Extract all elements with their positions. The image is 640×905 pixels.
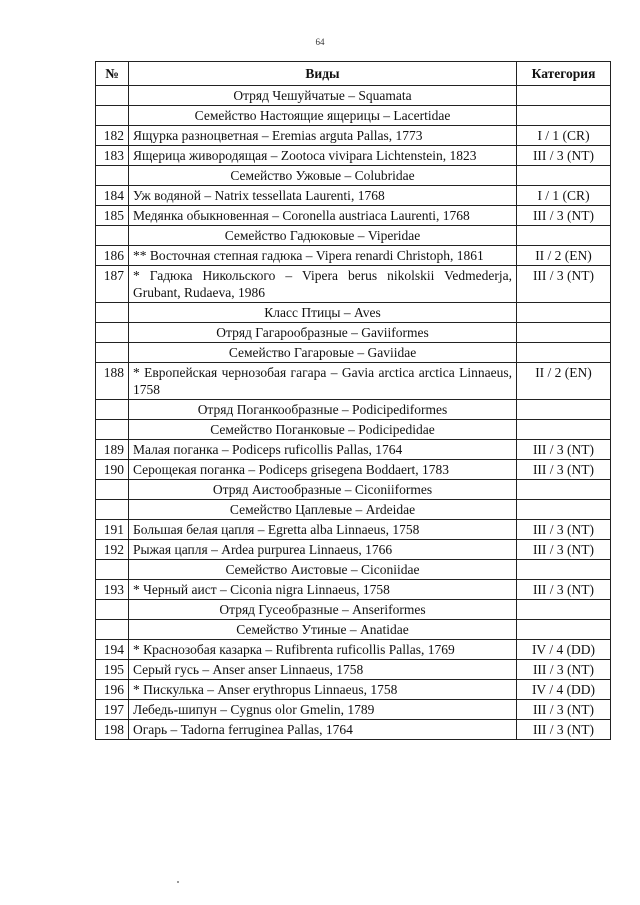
species-number: 198	[96, 720, 129, 740]
species-number: 194	[96, 640, 129, 660]
taxon-group-row	[96, 343, 611, 363]
species-name: Серощекая поганка – Podiceps grisegena Boddaert, 1783	[129, 460, 517, 480]
species-row	[96, 206, 611, 226]
taxon-group-name: Семейство Ужовые – Colubridae	[129, 166, 517, 186]
group-num-cell	[96, 226, 129, 246]
species-row	[96, 266, 611, 303]
species-number: 187	[96, 266, 129, 303]
species-category: I / 1 (CR)	[517, 126, 611, 146]
species-category: III / 3 (NT)	[517, 440, 611, 460]
group-category-cell	[517, 226, 611, 246]
species-number: 185	[96, 206, 129, 226]
species-name: Ящерица живородящая – Zootoca vivipara Lichtenstein, 1823	[129, 146, 517, 166]
header-num: №	[96, 62, 129, 86]
species-name: * Краснозобая казарка – Rufibrenta ruficollis Pallas, 1769	[129, 640, 517, 660]
species-category: I / 1 (CR)	[517, 186, 611, 206]
species-name: Лебедь-шипун – Cygnus olor Gmelin, 1789	[129, 700, 517, 720]
taxon-group-name: Семейство Поганковые – Podicipedidae	[129, 420, 517, 440]
group-category-cell	[517, 620, 611, 640]
group-category-cell	[517, 500, 611, 520]
scan-speck	[177, 881, 179, 883]
species-category: II / 2 (EN)	[517, 246, 611, 266]
species-row	[96, 580, 611, 600]
group-category-cell	[517, 400, 611, 420]
species-row	[96, 700, 611, 720]
species-number: 189	[96, 440, 129, 460]
group-category-cell	[517, 420, 611, 440]
species-name: Рыжая цапля – Ardea purpurea Linnaeus, 1766	[129, 540, 517, 560]
species-row	[96, 540, 611, 560]
species-number: 186	[96, 246, 129, 266]
taxon-group-row	[96, 480, 611, 500]
taxon-group-row	[96, 560, 611, 580]
group-category-cell	[517, 106, 611, 126]
taxon-group-row	[96, 166, 611, 186]
group-category-cell	[517, 343, 611, 363]
species-name: * Европейская чернозобая гагара – Gavia arctica arctica Linnaeus, 1758	[129, 363, 517, 400]
species-row	[96, 720, 611, 740]
group-category-cell	[517, 166, 611, 186]
taxon-group-row	[96, 106, 611, 126]
species-number: 190	[96, 460, 129, 480]
species-name: * Пискулька – Anser erythropus Linnaeus, 1758	[129, 680, 517, 700]
taxon-group-name: Отряд Аистообразные – Ciconiiformes	[129, 480, 517, 500]
species-name: Уж водяной – Natrix tessellata Laurenti, 1768	[129, 186, 517, 206]
species-number: 182	[96, 126, 129, 146]
species-category: III / 3 (NT)	[517, 660, 611, 680]
header-category: Категория	[517, 62, 611, 86]
group-category-cell	[517, 560, 611, 580]
species-number: 197	[96, 700, 129, 720]
taxon-group-name: Семейство Цаплевые – Ardeidae	[129, 500, 517, 520]
taxon-group-row	[96, 323, 611, 343]
page-number: 64	[315, 37, 325, 47]
species-number: 188	[96, 363, 129, 400]
species-category: III / 3 (NT)	[517, 206, 611, 226]
taxon-group-name: Отряд Поганкообразные – Podicipediformes	[129, 400, 517, 420]
species-number: 183	[96, 146, 129, 166]
taxon-group-row	[96, 620, 611, 640]
species-row	[96, 640, 611, 660]
species-number: 193	[96, 580, 129, 600]
taxon-group-name: Семейство Аистовые – Ciconiidae	[129, 560, 517, 580]
group-num-cell	[96, 166, 129, 186]
species-number: 195	[96, 660, 129, 680]
taxon-group-row	[96, 303, 611, 323]
table-body	[96, 86, 611, 740]
group-category-cell	[517, 600, 611, 620]
table-header-row	[96, 62, 611, 86]
group-num-cell	[96, 303, 129, 323]
species-category: IV / 4 (DD)	[517, 680, 611, 700]
taxon-group-name: Семейство Настоящие ящерицы – Lacertidae	[129, 106, 517, 126]
species-category: III / 3 (NT)	[517, 580, 611, 600]
species-name: Медянка обыкновенная – Coronella austriaca Laurenti, 1768	[129, 206, 517, 226]
species-row	[96, 660, 611, 680]
species-name: Серый гусь – Anser anser Linnaeus, 1758	[129, 660, 517, 680]
species-row	[96, 440, 611, 460]
species-name: Большая белая цапля – Egretta alba Linnaeus, 1758	[129, 520, 517, 540]
species-number: 184	[96, 186, 129, 206]
taxon-group-row	[96, 500, 611, 520]
species-row	[96, 680, 611, 700]
species-category: III / 3 (NT)	[517, 720, 611, 740]
group-num-cell	[96, 86, 129, 106]
taxon-group-row	[96, 420, 611, 440]
group-category-cell	[517, 86, 611, 106]
header-species: Виды	[129, 62, 517, 86]
species-category: III / 3 (NT)	[517, 146, 611, 166]
group-category-cell	[517, 303, 611, 323]
species-row	[96, 186, 611, 206]
species-row	[96, 363, 611, 400]
species-category: II / 2 (EN)	[517, 363, 611, 400]
taxon-group-row	[96, 400, 611, 420]
taxon-group-name: Семейство Гадюковые – Viperidae	[129, 226, 517, 246]
group-num-cell	[96, 420, 129, 440]
species-number: 191	[96, 520, 129, 540]
species-name: ** Восточная степная гадюка – Vipera renardi Christoph, 1861	[129, 246, 517, 266]
group-num-cell	[96, 500, 129, 520]
species-category: IV / 4 (DD)	[517, 640, 611, 660]
group-num-cell	[96, 106, 129, 126]
group-num-cell	[96, 323, 129, 343]
group-num-cell	[96, 560, 129, 580]
group-category-cell	[517, 480, 611, 500]
group-num-cell	[96, 620, 129, 640]
species-category: III / 3 (NT)	[517, 540, 611, 560]
taxon-group-row	[96, 86, 611, 106]
species-category: III / 3 (NT)	[517, 460, 611, 480]
species-number: 192	[96, 540, 129, 560]
taxon-group-row	[96, 226, 611, 246]
species-row	[96, 246, 611, 266]
species-category: III / 3 (NT)	[517, 520, 611, 540]
species-row	[96, 126, 611, 146]
species-name: * Черный аист – Ciconia nigra Linnaeus, 1758	[129, 580, 517, 600]
taxon-group-name: Отряд Гусеобразные – Anseriformes	[129, 600, 517, 620]
group-num-cell	[96, 343, 129, 363]
species-category: III / 3 (NT)	[517, 266, 611, 303]
taxon-group-row	[96, 600, 611, 620]
taxon-group-name: Отряд Гагарообразные – Gaviiformes	[129, 323, 517, 343]
species-name: Огарь – Tadorna ferruginea Pallas, 1764	[129, 720, 517, 740]
taxon-group-name: Семейство Гагаровые – Gaviidae	[129, 343, 517, 363]
taxon-group-name: Класс Птицы – Aves	[129, 303, 517, 323]
species-name: * Гадюка Никольского – Vipera berus nikolskii Vedmederja, Grubant, Rudaeva, 1986	[129, 266, 517, 303]
taxon-group-name: Семейство Утиные – Anatidae	[129, 620, 517, 640]
group-num-cell	[96, 480, 129, 500]
species-name: Ящурка разноцветная – Eremias arguta Pallas, 1773	[129, 126, 517, 146]
species-row	[96, 460, 611, 480]
species-row	[96, 520, 611, 540]
species-table	[95, 61, 611, 740]
group-num-cell	[96, 400, 129, 420]
taxon-group-name: Отряд Чешуйчатые – Squamata	[129, 86, 517, 106]
group-num-cell	[96, 600, 129, 620]
species-row	[96, 146, 611, 166]
species-name: Малая поганка – Podiceps ruficollis Pallas, 1764	[129, 440, 517, 460]
species-number: 196	[96, 680, 129, 700]
group-category-cell	[517, 323, 611, 343]
species-category: III / 3 (NT)	[517, 700, 611, 720]
